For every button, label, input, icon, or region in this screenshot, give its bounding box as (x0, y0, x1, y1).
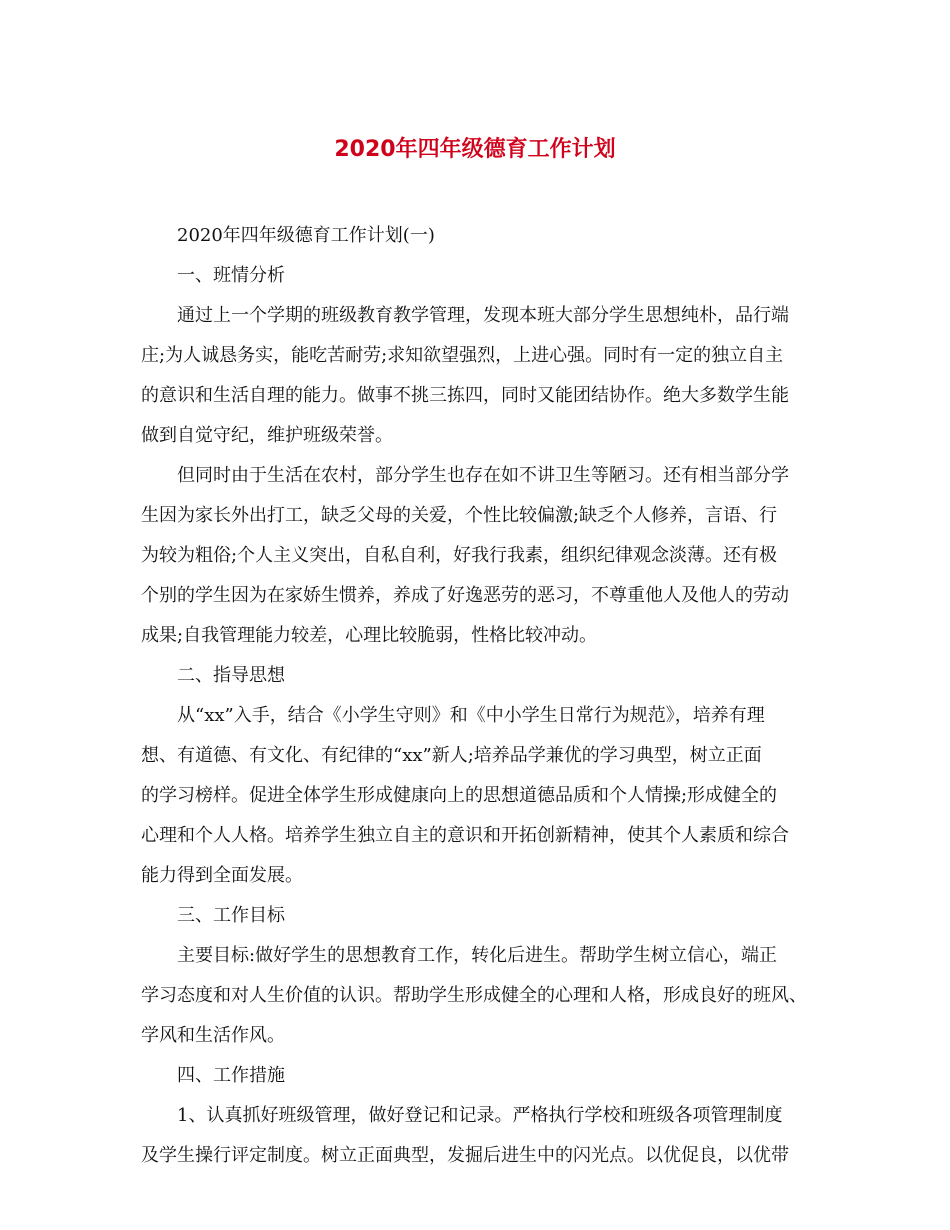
section-heading: 二、指导思想 (177, 665, 285, 686)
section-heading: 一、班情分析 (177, 265, 285, 286)
paragraph-line: 个别的学生因为在家娇生惯养，养成了好逸恶劳的恶习，不尊重他人及他人的劳动 (141, 585, 789, 606)
paragraph-line: 学风和生活作风。 (141, 1025, 285, 1046)
paragraph-line: 庄;为人诚恳务实，能吃苦耐劳;求知欲望强烈，上进心强。同时有一定的独立自主 (141, 345, 784, 366)
paragraph-line: 的学习榜样。促进全体学生形成健康向上的思想道德品质和个人情操;形成健全的 (141, 785, 778, 806)
paragraph-line: 主要目标:做好学生的思想教育工作，转化后进生。帮助学生树立信心，端正 (177, 945, 778, 966)
paragraph-line: 能力得到全面发展。 (141, 865, 303, 886)
paragraph-line: 从“xx”入手，结合《小学生守则》和《中小学生日常行为规范》，培养有理 (177, 705, 765, 726)
paragraph-line: 学习态度和对人生价值的认识。帮助学生形成健全的心理和人格，形成良好的班风、 (141, 985, 807, 1006)
subtitle-line: 2020年四年级德育工作计划(一) (177, 225, 435, 246)
document-body (141, 220, 821, 1171)
paragraph-line: 成果;自我管理能力较差，心理比较脆弱，性格比较冲动。 (141, 625, 598, 646)
paragraph-line: 想、有道德、有文化、有纪律的“xx”新人;培养品学兼优的学习典型，树立正面 (141, 745, 762, 766)
paragraph-line: 心理和个人人格。培养学生独立自主的意识和开拓创新精神，使其个人素质和综合 (141, 825, 789, 846)
document-title: 2020年四年级德育工作计划 (334, 137, 616, 162)
paragraph-line: 1、认真抓好班级管理，做好登记和记录。严格执行学校和班级各项管理制度 (177, 1105, 783, 1126)
paragraph-line: 做到自觉守纪，维护班级荣誉。 (141, 425, 393, 446)
paragraph-line: 通过上一个学期的班级教育教学管理，发现本班大部分学生思想纯朴，品行端 (177, 305, 789, 326)
paragraph-line: 及学生操行评定制度。树立正面典型，发掘后进生中的闪光点。以优促良，以优带 (141, 1145, 789, 1166)
paragraph-line: 的意识和生活自理的能力。做事不挑三拣四，同时又能团结协作。绝大多数学生能 (141, 385, 789, 406)
paragraph-line: 生因为家长外出打工，缺乏父母的关爱，个性比较偏激;缺乏个人修养，言语、行 (141, 505, 778, 526)
section-heading: 三、工作目标 (177, 905, 285, 926)
paragraph-line: 但同时由于生活在农村，部分学生也存在如不讲卫生等陋习。还有相当部分学 (177, 465, 789, 486)
section-heading: 四、工作措施 (177, 1065, 285, 1086)
paragraph-line: 为较为粗俗;个人主义突出，自私自利，好我行我素，组织纪律观念淡薄。还有极 (141, 545, 778, 566)
